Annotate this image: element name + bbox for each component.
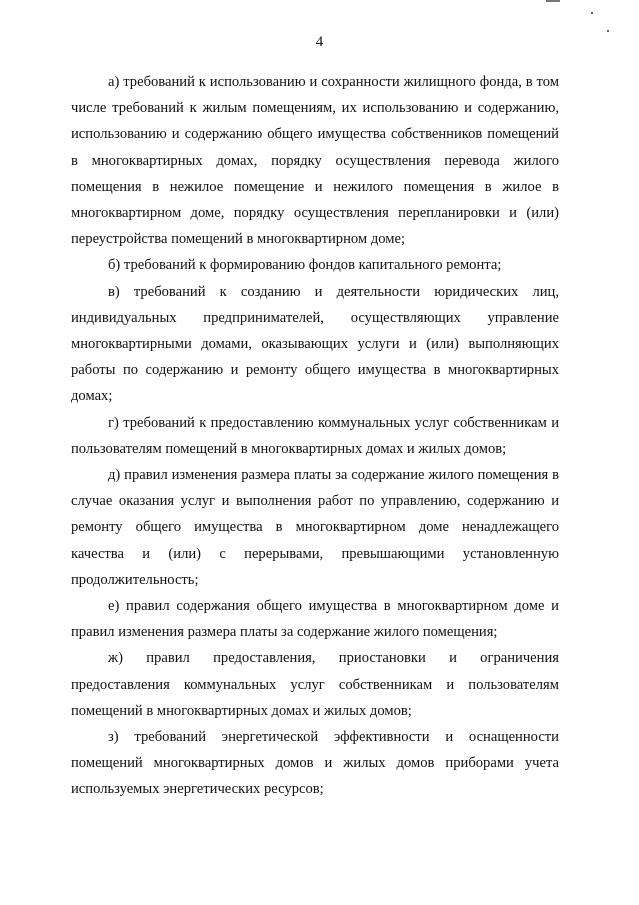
- scan-dot: [591, 12, 593, 14]
- paragraph-a: а) требований к использованию и сохранности жилищного фонда, в том числе требований к жилым помещениям, их использованию и содержанию, использованию и содержанию общего имущества собственников помещений в многоквартирных домах, порядку осуществления перевода жилого помещения в нежилое помещение и нежилого помещения в жилое в многоквартирном доме, порядку осуществления перепланировки и (или) переустройства помещений в многоквартирном доме;: [71, 74, 559, 248]
- paragraph-e: е) правил содержания общего имущества в многоквартирном доме и правил изменения размера платы за содержание жилого помещения;: [71, 598, 559, 641]
- scan-dot: [607, 30, 609, 32]
- document-body: [71, 69, 559, 803]
- paragraph-d: д) правил изменения размера платы за содержание жилого помещения в случае оказания услуг и выполнения работ по управлению, содержанию и ремонту общего имущества в многоквартирном доме ненадлежащего качества и (или) с перерывами, превышающими установленную продолжительность;: [71, 467, 559, 588]
- scan-edge-mark: [546, 0, 560, 2]
- paragraph-b: б) требований к формированию фондов капитального ремонта;: [108, 257, 502, 274]
- paragraph-g: г) требований к предоставлению коммунальных услуг собственникам и пользователям помещений в многоквартирных домах и жилых домов;: [71, 414, 559, 457]
- paragraph-zh: ж) правил предоставления, приостановки и ограничения предоставления коммунальных услуг собственникам и пользователям помещений в многоквартирных домах и жилых домов;: [71, 650, 559, 719]
- paragraph-v: в) требований к созданию и деятельности юридических лиц, индивидуальных предпринимателей, осуществляющих управление многоквартирными домами, оказывающих услуги и (или) выполняющих работы по содержанию и ремонту общего имущества в многоквартирных домах;: [71, 283, 559, 405]
- page-number: 4: [315, 34, 324, 50]
- paragraph-z: з) требований энергетической эффективности и оснащенности помещений многоквартирных домов и жилых домов приборами учета используемых энергетических ресурсов;: [71, 729, 559, 798]
